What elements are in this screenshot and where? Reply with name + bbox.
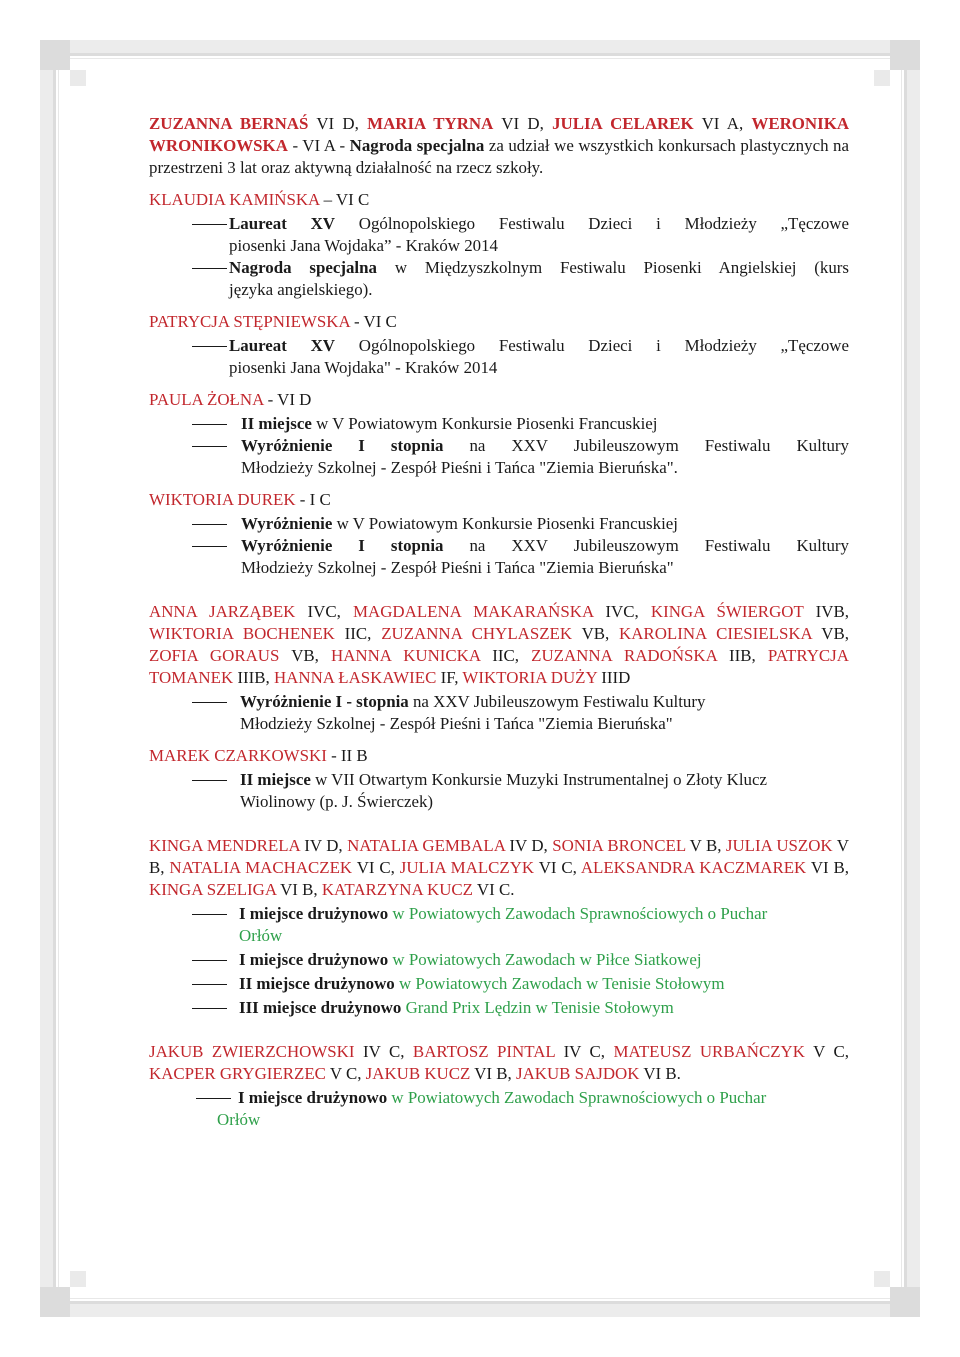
section-1 — [149, 113, 849, 179]
student-name: KACPER GRYGIERZEC — [149, 1064, 326, 1083]
award-title: Wyróżnienie — [241, 514, 333, 533]
dash-bullet — [192, 984, 227, 985]
class-label: V C, — [813, 1042, 849, 1061]
corner-ornament-top-left — [40, 40, 86, 86]
class-label: V B, — [149, 836, 849, 877]
class-label: - VI D — [267, 390, 312, 409]
award-item — [149, 691, 849, 735]
award-text: za udział we wszystkich — [488, 136, 654, 155]
dash-bullet — [192, 914, 227, 915]
award-text: w Międzyszkolnym Festiwalu Piosenki Angielskiej (kurs — [394, 258, 849, 277]
section-3-header — [149, 311, 849, 333]
student-name: MAREK CZARKOWSKI — [149, 746, 327, 765]
student-name: MARIA TYRNA — [367, 114, 494, 133]
class-label: - I C — [299, 490, 331, 509]
student-name: JAKUB KUCZ — [365, 1064, 471, 1083]
student-name: HANNA ŁASKAWIEC — [273, 668, 437, 687]
class-label: V C, — [329, 1064, 362, 1083]
student-name: HANNA KUNICKA — [331, 646, 481, 665]
student-name: BARTOSZ PINTAL — [412, 1042, 556, 1061]
award-item — [149, 769, 849, 813]
class-label: IIB, — [729, 646, 756, 665]
class-label: VI B, — [280, 880, 318, 899]
award-text: w Powiatowych Zawodach w Tenisie Stołowym — [399, 974, 725, 993]
award-title: Wyróżnienie I stopnia — [241, 536, 444, 555]
award-item — [149, 513, 849, 535]
dash-bullet — [192, 424, 227, 425]
award-title: Wyróżnienie I stopnia — [241, 436, 444, 455]
student-name: NATALIA MACHACZEK — [169, 858, 353, 877]
section-6-header — [149, 601, 849, 689]
dash-bullet — [192, 524, 227, 525]
dash-bullet — [192, 780, 227, 781]
class-label: IIC, — [492, 646, 520, 665]
class-label: IIID — [601, 668, 631, 687]
award-text: Młodzieży Szkolnej - Zespół Pieśni i Tańca "Ziemia Bieruńska". — [241, 458, 678, 477]
award-title: I miejsce drużynowo — [238, 1088, 388, 1107]
class-label: VI D, — [316, 114, 359, 133]
award-item — [149, 435, 849, 479]
class-label: – VI C — [323, 190, 370, 209]
award-text: konkursach plastycznych na przestrzeni 3 lat oraz aktywną działalność na rzecz szkoły. — [149, 136, 849, 177]
class-label: IVB, — [815, 602, 849, 621]
document-body — [149, 113, 849, 1131]
class-label: VI B, — [474, 1064, 512, 1083]
award-text: na XXV Jubileuszowym Festiwalu Kultury — [412, 692, 706, 711]
award-title: I miejsce drużynowo — [239, 950, 389, 969]
class-label: IV D, — [304, 836, 343, 855]
student-name: KINGA MENDRELA — [149, 836, 300, 855]
class-label: IVC, — [605, 602, 639, 621]
award-title: II miejsce — [240, 770, 311, 789]
student-name: SONIA BRONCEL — [552, 836, 686, 855]
award-item — [149, 973, 849, 995]
class-label: VI A, — [701, 114, 744, 133]
award-text: Grand Prix Lędzin w Tenisie Stołowym — [405, 998, 674, 1017]
award-text: w Powiatowych Zawodach w Piłce Siatkowej — [392, 950, 702, 969]
student-name: PAULA ŻOŁNA — [149, 390, 264, 409]
award-item — [149, 213, 849, 257]
corner-ornament-bottom-left — [40, 1271, 86, 1317]
award-text: Młodzieży Szkolnej - Zespół Pieśni i Tańca "Ziemia Bieruńska" — [240, 714, 673, 733]
award-text: Ogólnopolskiego Festiwalu Dzieci i Młodzieży „Tęczowe — [358, 336, 849, 355]
class-label: VI D, — [501, 114, 544, 133]
class-label: VB, — [291, 646, 319, 665]
award-text: Młodzieży Szkolnej - Zespół Pieśni i Tańca "Ziemia Bieruńska" — [241, 558, 674, 577]
student-name: ZUZANNA RADOŃSKA — [531, 646, 717, 665]
class-label: VI C. — [476, 880, 515, 899]
student-name: KLAUDIA KAMIŃSKA — [149, 190, 320, 209]
student-name: JULIA MALCZYK — [399, 858, 535, 877]
award-title: III miejsce drużynowo — [239, 998, 402, 1017]
dash-bullet — [192, 346, 227, 347]
dash-bullet — [192, 702, 227, 703]
corner-ornament-top-right — [874, 40, 920, 86]
award-text: Orłów — [217, 1110, 261, 1129]
dash-bullet — [196, 1098, 231, 1099]
student-name: WIKTORIA DUŻY — [462, 668, 598, 687]
award-item — [149, 535, 849, 579]
student-name: WIKTORIA BOCHENEK — [149, 624, 335, 643]
student-name: ZOFIA GORAUS — [149, 646, 280, 665]
class-label: V B, — [689, 836, 722, 855]
student-name: KINGA ŚWIERGOT — [650, 602, 804, 621]
student-name: WERONIKA WRONIKOWSKA — [149, 114, 850, 155]
class-label: IV C, — [362, 1042, 405, 1061]
dash-bullet — [192, 446, 227, 447]
section-9-header — [149, 1041, 849, 1085]
award-title: II miejsce — [241, 414, 312, 433]
student-name: JULIA CELAREK — [552, 114, 694, 133]
student-name: JAKUB SAJDOK — [516, 1064, 640, 1083]
award-text: w Powiatowych Zawodach Sprawnościowych o Puchar — [392, 904, 768, 923]
class-label: - VI A - — [292, 136, 346, 155]
award-text: na XXV Jubileuszowym Festiwalu Kultury — [469, 436, 849, 455]
class-label: - II B — [331, 746, 368, 765]
dash-bullet — [192, 960, 227, 961]
award-item — [149, 903, 849, 947]
section-4-header — [149, 389, 849, 411]
award-text: Wiolinowy (p. J. Świerczek) — [240, 792, 434, 811]
class-label: - VI C — [353, 312, 397, 331]
dash-bullet — [192, 268, 227, 269]
award-item — [149, 949, 849, 971]
award-item — [149, 997, 849, 1019]
class-label: VI B. — [643, 1064, 681, 1083]
section-7-header — [149, 745, 849, 767]
class-label: VI C, — [538, 858, 577, 877]
student-name: KAROLINA CIESIELSKA — [619, 624, 812, 643]
award-text: na XXV Jubileuszowym Festiwalu Kultury — [469, 536, 849, 555]
section-2-header — [149, 189, 849, 211]
award-title: Nagroda specjalna — [349, 136, 485, 155]
award-text: w Powiatowych Zawodach Sprawnościowych o Puchar — [391, 1088, 767, 1107]
dash-bullet — [192, 546, 227, 547]
section-5-header — [149, 489, 849, 511]
student-name: ALEKSANDRA KACZMAREK — [580, 858, 807, 877]
student-name: ANNA JARZĄBEK — [149, 602, 296, 621]
student-name: JULIA USZOK — [725, 836, 833, 855]
class-label: IIC, — [344, 624, 372, 643]
student-name: ZUZANNA CHYLASZEK — [381, 624, 573, 643]
award-title: I miejsce drużynowo — [239, 904, 389, 923]
award-item — [149, 335, 849, 379]
student-name: PATRYCJA TOMANEK — [149, 646, 849, 687]
class-label: VB, — [821, 624, 849, 643]
award-text: Orłów — [239, 926, 283, 945]
class-label: IV D, — [509, 836, 548, 855]
award-title: Laureat XV — [229, 214, 336, 233]
award-title: Laureat XV — [229, 336, 336, 355]
class-label: VB, — [581, 624, 610, 643]
award-text: w VII Otwartym Konkursie Muzyki Instrumentalnej o Złoty Klucz — [315, 770, 767, 789]
student-name: NATALIA GEMBALA — [347, 836, 505, 855]
award-item — [149, 257, 849, 301]
award-title: Wyróżnienie I - stopnia — [240, 692, 409, 711]
student-name: JAKUB ZWIERZCHOWSKI — [149, 1042, 355, 1061]
award-text: w V Powiatowym Konkursie Piosenki Francuskiej — [336, 514, 678, 533]
award-title: II miejsce drużynowo — [239, 974, 395, 993]
section-8-header — [149, 835, 849, 901]
class-label: IVC, — [307, 602, 341, 621]
award-text: Ogólnopolskiego Festiwalu Dzieci i Młodzieży „Tęczowe — [358, 214, 849, 233]
student-name: KATARZYNA KUCZ — [321, 880, 473, 899]
award-text: w V Powiatowym Konkursie Piosenki Francuskiej — [316, 414, 658, 433]
class-label: VI B, — [810, 858, 850, 877]
award-item — [149, 1087, 849, 1131]
dash-bullet — [192, 224, 227, 225]
corner-ornament-bottom-right — [874, 1271, 920, 1317]
award-text: języka angielskiego). — [229, 280, 373, 299]
student-name: MAGDALENA MAKARAŃSKA — [353, 602, 594, 621]
student-name: WIKTORIA DUREK — [149, 490, 296, 509]
award-text: piosenki Jana Wojdaka" - Kraków 2014 — [229, 358, 498, 377]
award-text: piosenki Jana Wojdaka” - Kraków 2014 — [229, 236, 498, 255]
dash-bullet — [192, 1008, 227, 1009]
class-label: IF, — [440, 668, 459, 687]
class-label: IV C, — [563, 1042, 606, 1061]
class-label: IIIB, — [237, 668, 270, 687]
award-item — [149, 413, 849, 435]
student-name: PATRYCJA STĘPNIEWSKA — [149, 312, 350, 331]
student-name: KINGA SZELIGA — [149, 880, 277, 899]
student-name: MATEUSZ URBAŃCZYK — [613, 1042, 805, 1061]
class-label: VI C, — [356, 858, 395, 877]
student-name: ZUZANNA BERNAŚ — [149, 114, 309, 133]
award-title: Nagroda specjalna — [229, 258, 377, 277]
